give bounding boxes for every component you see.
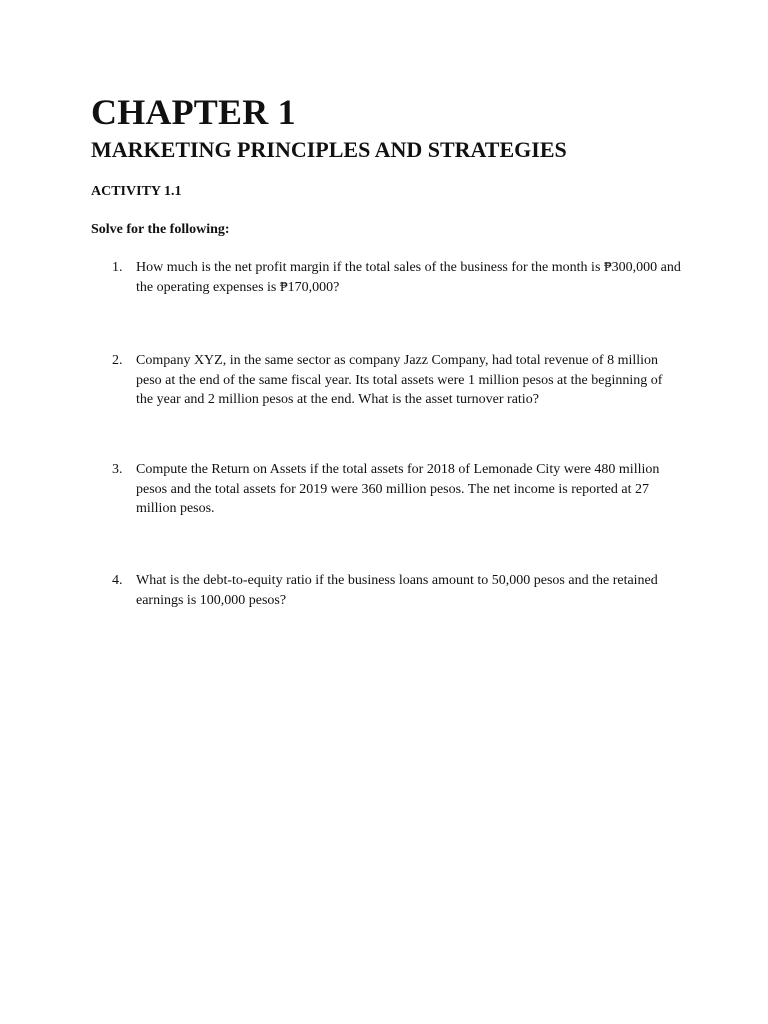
question-number: 4. <box>112 573 123 588</box>
question-text: What is the debt-to-equity ratio if the business loans amount to 50,000 pesos and the retained earnings is 100,000 pesos? <box>136 573 658 608</box>
activity-heading: ACTIVITY 1.1 <box>91 184 182 199</box>
question-number: 2. <box>112 353 123 368</box>
question-item-3 <box>112 460 682 519</box>
question-number: 3. <box>112 462 123 477</box>
question-item-1 <box>112 258 682 297</box>
question-item-2 <box>112 351 682 410</box>
chapter-subtitle: MARKETING PRINCIPLES AND STRATEGIES <box>91 137 567 162</box>
activity-instructions: Solve for the following: <box>91 222 230 237</box>
question-text: Compute the Return on Assets if the total assets for 2018 of Lemonade City were 480 million pesos and the total assets for 2019 were 360 million pesos. The net income is reported at 27 million pesos. <box>136 462 660 516</box>
question-text: How much is the net profit margin if the total sales of the business for the month is ₱300,000 and the operating expenses is ₱170,000? <box>136 260 681 295</box>
chapter-title: CHAPTER 1 <box>91 92 296 132</box>
question-number: 1. <box>112 260 123 275</box>
question-item-4 <box>112 571 682 610</box>
question-text: Company XYZ, in the same sector as company Jazz Company, had total revenue of 8 million peso at the end of the same fiscal year. Its total assets were 1 million pesos at the beginning of the year and 2 million pesos at the end. What is the asset turnover ratio? <box>136 353 663 407</box>
